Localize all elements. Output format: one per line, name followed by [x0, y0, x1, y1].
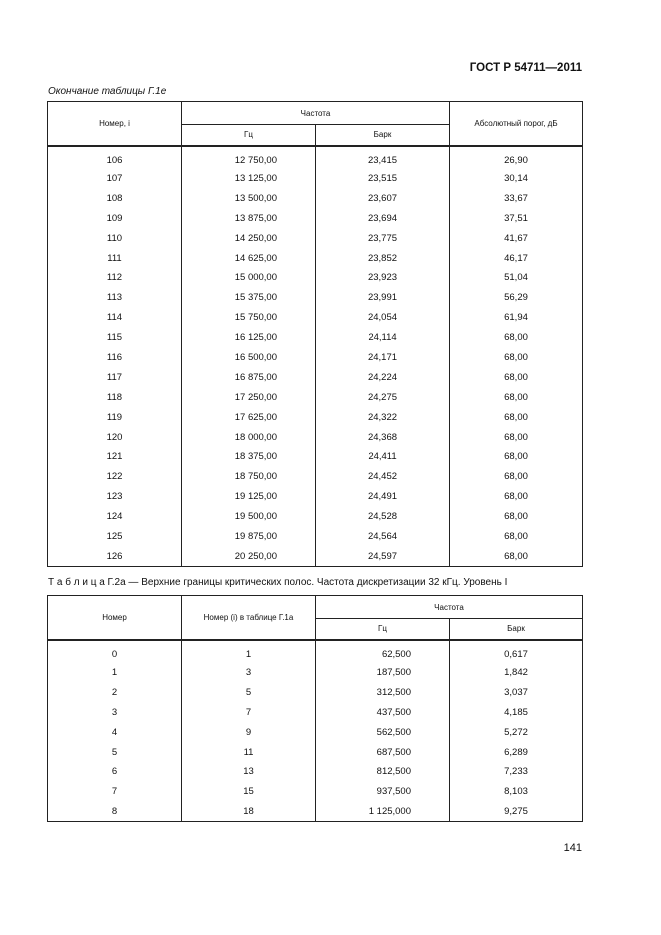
table-cell: 33,67: [450, 188, 583, 208]
table-cell: 113: [48, 288, 182, 308]
table-row: [48, 447, 583, 467]
table-cell: 112: [48, 268, 182, 288]
table-cell: 13: [182, 762, 316, 782]
table2-caption: Т а б л и ц а Г.2а — Верхние границы критических полос. Частота дискретизации 32 кГц. Уровень I: [48, 577, 508, 588]
table-cell: 2: [48, 682, 182, 702]
table-cell: 18 750,00: [182, 467, 316, 487]
table-cell: 107: [48, 169, 182, 189]
table-row: [48, 248, 583, 268]
table-row: [48, 546, 583, 566]
table-row: [48, 742, 583, 762]
table-cell: 20 250,00: [182, 546, 316, 566]
header-frequency: Частота: [316, 596, 583, 619]
table-cell: 125: [48, 527, 182, 547]
table-cell: 1: [48, 663, 182, 683]
table-cell: 17 250,00: [182, 387, 316, 407]
table-row: [48, 328, 583, 348]
table-cell: 119: [48, 407, 182, 427]
table-cell: 68,00: [450, 467, 583, 487]
table-row: [48, 507, 583, 527]
table-cell: 19 500,00: [182, 507, 316, 527]
table-row: [48, 169, 583, 189]
header-number: Номер, i: [48, 102, 182, 146]
table-cell: 812,500: [316, 762, 450, 782]
table-cell: 115: [48, 328, 182, 348]
table-cell: 24,597: [316, 546, 450, 566]
table-cell: 11: [182, 742, 316, 762]
table-cell: 15 750,00: [182, 308, 316, 328]
table-cell: 24,452: [316, 467, 450, 487]
table-cell: 8: [48, 802, 182, 822]
table-cell: 4,185: [450, 702, 583, 722]
table-cell: 117: [48, 367, 182, 387]
table-cell: 9: [182, 722, 316, 742]
table-cell: 62,500: [316, 640, 450, 663]
table-cell: 24,564: [316, 527, 450, 547]
table-cell: 7,233: [450, 762, 583, 782]
table-cell: 7: [48, 782, 182, 802]
table-cell: 18: [182, 802, 316, 822]
table-row: [48, 407, 583, 427]
table-cell: 7: [182, 702, 316, 722]
header-threshold: Абсолютный порог, дБ: [450, 102, 583, 146]
table-cell: 18 000,00: [182, 427, 316, 447]
table-cell: 5: [48, 742, 182, 762]
table-cell: 68,00: [450, 328, 583, 348]
table-cell: 116: [48, 348, 182, 368]
table-cell: 108: [48, 188, 182, 208]
table-cell: 126: [48, 546, 182, 566]
table-cell: 187,500: [316, 663, 450, 683]
table-cell: 122: [48, 467, 182, 487]
table-row: [48, 188, 583, 208]
table-row: [48, 288, 583, 308]
table-cell: 17 625,00: [182, 407, 316, 427]
table-cell: 23,923: [316, 268, 450, 288]
table-cell: 13 875,00: [182, 208, 316, 228]
table-cell: 114: [48, 308, 182, 328]
table-cell: 124: [48, 507, 182, 527]
table-cell: 16 125,00: [182, 328, 316, 348]
table-row: [48, 702, 583, 722]
table-row: [48, 367, 583, 387]
table-cell: 110: [48, 228, 182, 248]
table-cell: 24,368: [316, 427, 450, 447]
table-cell: 4: [48, 722, 182, 742]
table-cell: 13 500,00: [182, 188, 316, 208]
table-row: [48, 146, 583, 169]
table-cell: 8,103: [450, 782, 583, 802]
table-cell: 3: [182, 663, 316, 683]
table2-body: [48, 640, 583, 822]
header-index: Номер (i) в таблице Г.1а: [182, 596, 316, 640]
table-cell: 13 125,00: [182, 169, 316, 189]
standard-designation: ГОСТ Р 54711—2011: [469, 62, 582, 74]
table-cell: 3: [48, 702, 182, 722]
table-cell: 23,515: [316, 169, 450, 189]
table-cell: 30,14: [450, 169, 583, 189]
table-cell: 6,289: [450, 742, 583, 762]
table-row: [48, 527, 583, 547]
table-cell: 687,500: [316, 742, 450, 762]
table-cell: 1,842: [450, 663, 583, 683]
table-cell: 46,17: [450, 248, 583, 268]
table1-caption: Окончание таблицы Г.1е: [48, 86, 167, 97]
table-cell: 14 625,00: [182, 248, 316, 268]
table-cell: 68,00: [450, 487, 583, 507]
table-cell: 24,411: [316, 447, 450, 467]
table-row: [48, 640, 583, 663]
table-row: [48, 722, 583, 742]
table-row: [48, 348, 583, 368]
table-cell: 111: [48, 248, 182, 268]
table-cell: 16 500,00: [182, 348, 316, 368]
table-cell: 26,90: [450, 146, 583, 169]
table-row: [48, 228, 583, 248]
table-cell: 0: [48, 640, 182, 663]
table-cell: 109: [48, 208, 182, 228]
table-cell: 23,607: [316, 188, 450, 208]
table-cell: 121: [48, 447, 182, 467]
table-cell: 12 750,00: [182, 146, 316, 169]
table-row: [48, 487, 583, 507]
table-cell: 23,415: [316, 146, 450, 169]
header-bark: Барк: [316, 125, 450, 146]
table-cell: 5,272: [450, 722, 583, 742]
table-cell: 106: [48, 146, 182, 169]
table-row: [48, 308, 583, 328]
table-cell: 24,322: [316, 407, 450, 427]
table-row: [48, 762, 583, 782]
table-cell: 68,00: [450, 407, 583, 427]
table-row: [48, 387, 583, 407]
table-cell: 123: [48, 487, 182, 507]
table-cell: 118: [48, 387, 182, 407]
table-cell: 23,775: [316, 228, 450, 248]
table-cell: 56,29: [450, 288, 583, 308]
table-cell: 3,037: [450, 682, 583, 702]
table-cell: 24,171: [316, 348, 450, 368]
table-cell: 24,275: [316, 387, 450, 407]
table-cell: 61,94: [450, 308, 583, 328]
table-cell: 23,991: [316, 288, 450, 308]
table-cell: 15 000,00: [182, 268, 316, 288]
table-1e-continuation: [47, 101, 583, 567]
table-row: [48, 208, 583, 228]
header-hz: Гц: [316, 619, 450, 640]
table-cell: 68,00: [450, 507, 583, 527]
table-cell: 120: [48, 427, 182, 447]
table-cell: 1 125,000: [316, 802, 450, 822]
table-row: [48, 782, 583, 802]
table-cell: 68,00: [450, 367, 583, 387]
page-number: 141: [563, 842, 582, 854]
table-cell: 68,00: [450, 348, 583, 368]
table-cell: 14 250,00: [182, 228, 316, 248]
header-frequency: Частота: [182, 102, 450, 125]
table-row: [48, 268, 583, 288]
table-cell: 18 375,00: [182, 447, 316, 467]
table-cell: 23,694: [316, 208, 450, 228]
table-cell: 5: [182, 682, 316, 702]
table-cell: 24,114: [316, 328, 450, 348]
table-cell: 16 875,00: [182, 367, 316, 387]
table-cell: 23,852: [316, 248, 450, 268]
header-hz: Гц: [182, 125, 316, 146]
table-cell: 15 375,00: [182, 288, 316, 308]
table-cell: 24,491: [316, 487, 450, 507]
table-row: [48, 467, 583, 487]
table-cell: 68,00: [450, 387, 583, 407]
table-cell: 41,67: [450, 228, 583, 248]
table-cell: 9,275: [450, 802, 583, 822]
table-row: [48, 663, 583, 683]
table-cell: 68,00: [450, 427, 583, 447]
table-cell: 68,00: [450, 527, 583, 547]
table-cell: 68,00: [450, 546, 583, 566]
table-cell: 37,51: [450, 208, 583, 228]
table-cell: 437,500: [316, 702, 450, 722]
table-row: [48, 682, 583, 702]
table-cell: 312,500: [316, 682, 450, 702]
table1-body: [48, 146, 583, 567]
table-cell: 68,00: [450, 447, 583, 467]
table-cell: 24,054: [316, 308, 450, 328]
table-cell: 24,224: [316, 367, 450, 387]
table-cell: 937,500: [316, 782, 450, 802]
table-cell: 1: [182, 640, 316, 663]
table-cell: 15: [182, 782, 316, 802]
table-cell: 562,500: [316, 722, 450, 742]
table-2a: [47, 595, 583, 822]
table-row: [48, 427, 583, 447]
table-cell: 19 875,00: [182, 527, 316, 547]
table-cell: 0,617: [450, 640, 583, 663]
table-row: [48, 802, 583, 822]
header-bark: Барк: [450, 619, 583, 640]
table-cell: 19 125,00: [182, 487, 316, 507]
table-cell: 51,04: [450, 268, 583, 288]
header-number: Номер: [48, 596, 182, 640]
table-cell: 24,528: [316, 507, 450, 527]
table-cell: 6: [48, 762, 182, 782]
